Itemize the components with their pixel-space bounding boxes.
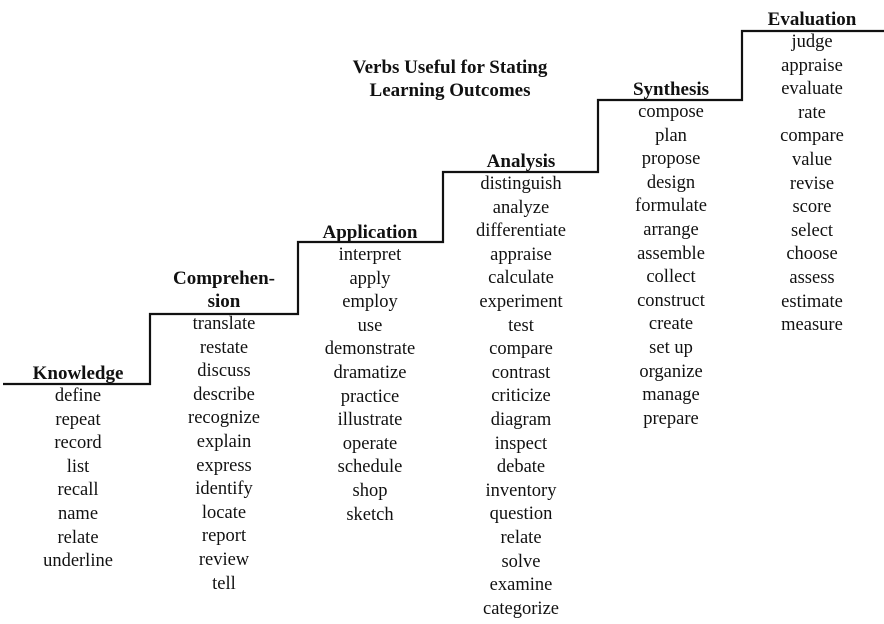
verb-item: inventory xyxy=(485,480,557,501)
verb-item: construct xyxy=(637,290,705,311)
verb-item: select xyxy=(790,220,834,241)
verb-item: recall xyxy=(57,480,99,501)
verb-item: appraise xyxy=(490,244,552,265)
verb-item: solve xyxy=(501,551,541,572)
level-application xyxy=(300,221,440,527)
title-line-1: Verbs Useful for Stating xyxy=(352,57,548,78)
verb-item: explain xyxy=(196,431,252,452)
verb-item: restate xyxy=(199,337,249,358)
verb-item: list xyxy=(66,456,90,477)
verb-item: dramatize xyxy=(333,362,407,383)
verb-item: name xyxy=(57,503,99,524)
verb-item: illustrate xyxy=(337,410,403,431)
verb-item: contrast xyxy=(491,362,551,383)
verb-item: apply xyxy=(349,268,391,289)
verb-list-application xyxy=(300,244,440,527)
verb-item: examine xyxy=(489,575,553,596)
verb-item: organize xyxy=(639,361,703,382)
level-heading-evaluation: Evaluation xyxy=(767,9,857,30)
verb-item: assess xyxy=(789,267,835,288)
verb-item: calculate xyxy=(488,268,554,289)
verb-item: experiment xyxy=(479,291,563,312)
verb-list-synthesis xyxy=(598,101,744,431)
verb-item: use xyxy=(357,315,383,336)
verb-item: diagram xyxy=(490,409,552,430)
verb-item: recognize xyxy=(188,408,260,429)
verb-item: judge xyxy=(791,32,833,52)
verb-item: categorize xyxy=(483,598,559,619)
level-heading-analysis: Analysis xyxy=(486,151,556,172)
verb-item: compose xyxy=(638,102,704,122)
verb-item: revise xyxy=(789,173,835,194)
verb-item: plan xyxy=(655,125,687,146)
verb-item: schedule xyxy=(337,457,403,478)
verb-item: compare xyxy=(780,126,844,147)
verb-list-knowledge xyxy=(8,385,148,574)
verb-list-comprehension xyxy=(150,313,298,596)
verb-item: inspect xyxy=(494,433,548,454)
verb-item: manage xyxy=(642,385,700,406)
verb-item: choose xyxy=(786,244,838,265)
verb-item: differentiate xyxy=(475,221,567,242)
verb-item: define xyxy=(54,386,102,406)
verb-item: create xyxy=(648,314,694,335)
verb-item: estimate xyxy=(781,291,843,312)
verb-item: sketch xyxy=(346,504,394,525)
verb-item: relate xyxy=(57,527,99,548)
verb-item: set up xyxy=(649,337,693,358)
verb-item: distinguish xyxy=(480,174,562,194)
verb-item: identify xyxy=(195,479,253,500)
verb-item: question xyxy=(489,504,553,525)
verb-item: employ xyxy=(342,292,398,313)
verb-item: measure xyxy=(781,315,843,336)
verb-item: interpret xyxy=(338,245,402,265)
level-heading-synthesis: Synthesis xyxy=(632,79,710,100)
verb-item: express xyxy=(196,455,252,476)
verb-item: test xyxy=(508,315,534,336)
level-analysis xyxy=(444,150,598,621)
verb-item: report xyxy=(201,526,247,547)
verb-item: relate xyxy=(500,527,542,548)
verb-item: formulate xyxy=(635,196,707,217)
verb-item: design xyxy=(646,172,696,193)
verb-item: rate xyxy=(798,102,826,123)
verb-item: value xyxy=(791,149,833,170)
verb-item: translate xyxy=(192,314,256,334)
verb-item: analyze xyxy=(492,197,550,218)
verb-item: locate xyxy=(201,502,247,523)
level-comprehension xyxy=(150,267,298,596)
verb-item: criticize xyxy=(491,386,551,407)
verb-item: practice xyxy=(340,386,400,407)
level-knowledge xyxy=(8,362,148,574)
verb-item: describe xyxy=(193,384,255,405)
verb-item: repeat xyxy=(55,409,101,430)
title-line-2: Learning Outcomes xyxy=(369,80,531,101)
verb-item: operate xyxy=(342,433,398,454)
verb-item: score xyxy=(792,197,832,218)
verb-item: assemble xyxy=(637,243,705,264)
level-heading-application: Application xyxy=(322,222,418,243)
verb-item: debate xyxy=(496,457,546,478)
verb-item: discuss xyxy=(197,361,251,382)
heading-part-2: sion xyxy=(207,291,241,312)
verb-item: propose xyxy=(641,149,701,170)
level-synthesis xyxy=(598,78,744,431)
verb-item: evaluate xyxy=(781,79,843,100)
verb-item: demonstrate xyxy=(324,339,416,360)
verb-item: collect xyxy=(646,267,696,288)
verb-item: compare xyxy=(489,339,553,360)
level-evaluation xyxy=(744,8,880,338)
verb-item: appraise xyxy=(781,55,843,76)
verb-item: prepare xyxy=(643,408,699,429)
verb-item: arrange xyxy=(643,219,699,240)
verb-list-analysis xyxy=(444,173,598,621)
level-heading-comprehension xyxy=(150,267,298,313)
heading-part-1: Comprehen- xyxy=(172,268,276,289)
verb-list-evaluation xyxy=(744,31,880,338)
verb-item: tell xyxy=(212,573,236,594)
diagram-title xyxy=(290,56,610,102)
level-heading-knowledge: Knowledge xyxy=(32,363,124,384)
verb-item: record xyxy=(54,433,102,454)
verb-item: review xyxy=(198,549,250,570)
verb-item: shop xyxy=(352,480,388,501)
verb-item: underline xyxy=(43,551,113,572)
